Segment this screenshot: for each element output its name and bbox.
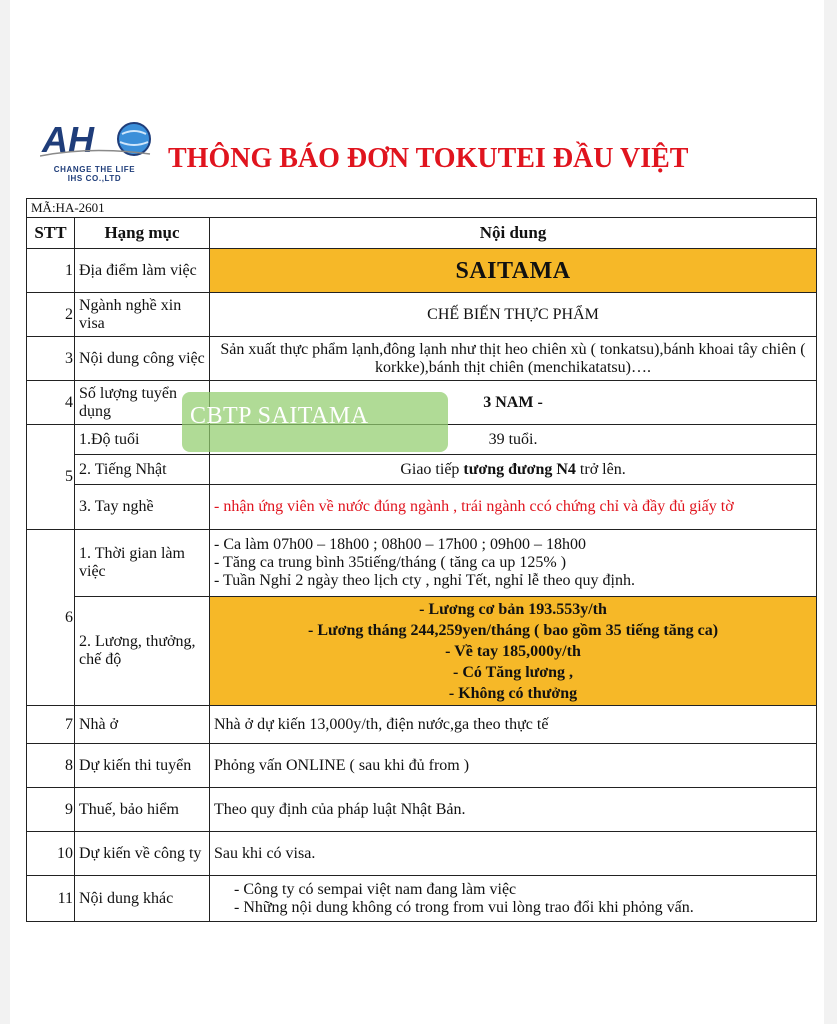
watermark-label: CBTP SAITAMA xyxy=(182,392,448,452)
header-category: Hạng mục xyxy=(75,218,210,249)
headcount-value: 3 NAM - xyxy=(210,381,817,425)
table-row xyxy=(27,293,817,337)
row-label: 3. Tay nghề xyxy=(75,485,210,530)
logo-mark-icon xyxy=(40,118,152,164)
row-number: 8 xyxy=(27,744,75,788)
table-row xyxy=(27,597,817,706)
logo-tagline: CHANGE THE LIFE xyxy=(53,165,136,174)
row-label: Nội dung khác xyxy=(75,876,210,922)
row-number: 1 xyxy=(27,249,75,293)
japanese-level-prefix: Giao tiếp xyxy=(400,460,464,478)
table-row xyxy=(27,832,817,876)
row-label: Dự kiến thi tuyển xyxy=(75,744,210,788)
row-number: 3 xyxy=(27,337,75,381)
job-description-value: Sản xuất thực phẩm lạnh,đông lạnh như thịt heo chiên xù ( tonkatsu),bánh khoai tây chiên ( korkke),bánh thịt chiên (menchikatatsu)…. xyxy=(210,337,817,381)
row-number: 4 xyxy=(27,381,75,425)
row-label: 2. Lương, thưởng, chế độ xyxy=(75,597,210,706)
row-label: 1.Độ tuổi xyxy=(75,425,210,455)
table-row xyxy=(27,788,817,832)
row-number: 10 xyxy=(27,832,75,876)
company-logo xyxy=(32,118,157,182)
row-label: Địa điểm làm việc xyxy=(75,249,210,293)
row-number: 9 xyxy=(27,788,75,832)
age-value: 39 tuổi. xyxy=(210,425,817,455)
row-label: Ngành nghề xin visa xyxy=(75,293,210,337)
working-hours-line: - Ca làm 07h00 – 18h00 ; 08h00 – 17h00 ; 09h00 – 18h00 xyxy=(214,536,586,553)
salary-line: - Có Tăng lương , xyxy=(453,663,573,681)
job-details-table xyxy=(26,198,817,922)
salary-line: - Lương cơ bản 193.553y/th xyxy=(419,600,607,618)
header-row xyxy=(27,218,817,249)
salary-line: - Về tay 185,000y/th xyxy=(445,642,581,660)
row-label: 2. Tiếng Nhật xyxy=(75,455,210,485)
header-content: Nội dung xyxy=(210,218,817,249)
other-note-line: - Công ty có sempai việt nam đang làm việc xyxy=(234,880,517,898)
departure-value: Sau khi có visa. xyxy=(210,832,817,876)
document-page xyxy=(10,0,824,1024)
table-row xyxy=(27,706,817,744)
order-code: MÃ:HA-2601 xyxy=(27,199,817,218)
row-label: Thuế, bảo hiểm xyxy=(75,788,210,832)
tax-insurance-value: Theo quy định của pháp luật Nhật Bản. xyxy=(210,788,817,832)
housing-value: Nhà ở dự kiến 13,000y/th, điện nước,ga theo thực tế xyxy=(210,706,817,744)
workplace-value: SAITAMA xyxy=(210,249,817,293)
logo-company-name: IHS CO.,LTD xyxy=(67,174,122,183)
japanese-level-suffix: trở lên. xyxy=(575,460,626,478)
other-notes-value xyxy=(210,876,817,922)
row-number: 7 xyxy=(27,706,75,744)
svg-text:AH: AH xyxy=(42,119,94,160)
row-label: 1. Thời gian làm việc xyxy=(75,530,210,597)
table-row xyxy=(27,485,817,530)
row-label: Nội dung công việc xyxy=(75,337,210,381)
header-stt: STT xyxy=(27,218,75,249)
table-row xyxy=(27,249,817,293)
table-row xyxy=(27,876,817,922)
row-number: 5 xyxy=(27,425,75,530)
working-hours-line: - Tăng ca trung bình 35tiếng/tháng ( tăng ca up 125% ) xyxy=(214,554,567,571)
working-hours-line: - Tuần Nghỉ 2 ngày theo lịch cty , nghỉ Tết, nghỉ lễ theo quy định. xyxy=(214,572,635,589)
row-label: Số lượng tuyển dụng xyxy=(75,381,210,425)
japanese-level-value xyxy=(210,455,817,485)
working-hours-value xyxy=(210,530,817,597)
notice-title: THÔNG BÁO ĐƠN TOKUTEI ĐẦU VIỆT xyxy=(168,143,689,174)
row-number: 6 xyxy=(27,530,75,706)
row-label: Nhà ở xyxy=(75,706,210,744)
table-row xyxy=(27,455,817,485)
row-number: 2 xyxy=(27,293,75,337)
visa-field-value: CHẾ BIẾN THỰC PHẨM xyxy=(210,293,817,337)
table-row xyxy=(27,337,817,381)
other-note-line: - Những nội dung không có trong from vui lòng trao đổi khi phỏng vấn. xyxy=(234,898,694,916)
salary-line: - Lương tháng 244,259yen/tháng ( bao gồm 35 tiếng tăng ca) xyxy=(307,621,719,639)
japanese-level-emphasis: tương đương N4 xyxy=(463,460,576,478)
salary-value xyxy=(210,597,817,706)
row-label: Dự kiến về công ty xyxy=(75,832,210,876)
table-row xyxy=(27,744,817,788)
table-row xyxy=(27,530,817,597)
row-number: 11 xyxy=(27,876,75,922)
exam-value: Phỏng vấn ONLINE ( sau khi đủ from ) xyxy=(210,744,817,788)
code-row xyxy=(27,199,817,218)
salary-line: - Không có thưởng xyxy=(448,684,578,702)
skill-requirement-value: - nhận ứng viên về nước đúng ngành , trái ngành ccó chứng chỉ và đầy đủ giấy tờ xyxy=(210,485,817,530)
